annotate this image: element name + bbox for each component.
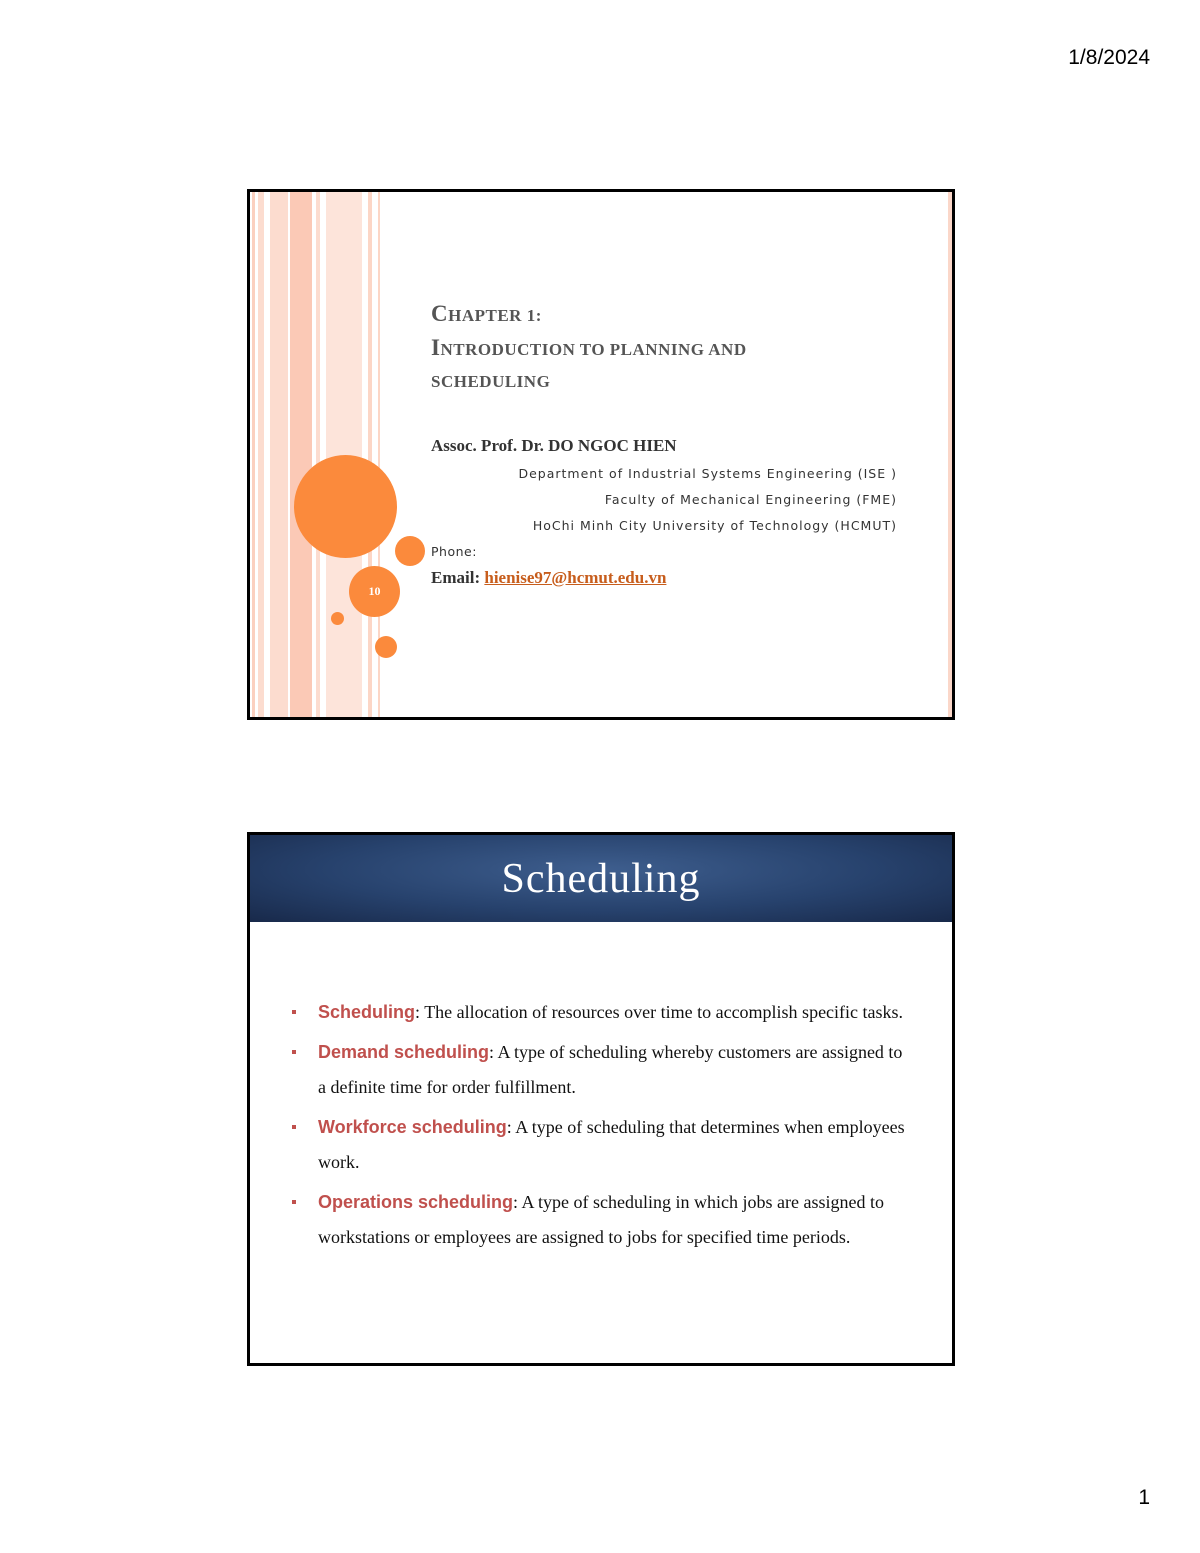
slide-header	[250, 835, 952, 922]
decorative-stripe	[270, 192, 288, 717]
phone-label: Phone:	[431, 544, 477, 559]
scheduling-slide	[247, 832, 955, 1366]
title-cap: I	[431, 335, 441, 360]
decorative-stripe	[258, 192, 264, 717]
slide-title: Scheduling	[501, 855, 701, 902]
slide-number-badge	[349, 566, 400, 617]
email-label: Email:	[431, 568, 481, 587]
bullet-icon	[292, 1200, 296, 1204]
term: Workforce scheduling	[318, 1117, 507, 1137]
email-link[interactable]: hienise97@hcmut.edu.vn	[484, 568, 667, 587]
bullet-list	[290, 995, 910, 1260]
term: Scheduling	[318, 1002, 416, 1022]
decorative-edge	[948, 192, 952, 717]
department: Department of Industrial Systems Engineering (ISE )	[518, 466, 897, 481]
page-date: 1/8/2024	[1068, 46, 1150, 69]
decorative-stripe	[290, 192, 312, 717]
decorative-circle	[294, 455, 397, 558]
definition: : A type of scheduling that determines when employees work.	[318, 1117, 905, 1172]
title-text: NTRODUCTION TO PLANNING AND	[440, 340, 747, 359]
title-text: HAPTER 1:	[448, 306, 542, 325]
title-cap: C	[431, 301, 449, 326]
term: Operations scheduling	[318, 1192, 514, 1212]
faculty: Faculty of Mechanical Engineering (FME)	[604, 492, 897, 507]
definition: : A type of scheduling whereby customers are assigned to a definite time for order fulfillment.	[318, 1042, 903, 1097]
bullet-icon	[292, 1125, 296, 1129]
list-item	[290, 1110, 910, 1180]
title-slide	[247, 189, 955, 720]
page-number: 1	[1138, 1486, 1150, 1509]
list-item	[290, 995, 910, 1030]
list-item	[290, 1185, 910, 1255]
decorative-stripe	[252, 192, 255, 717]
term: Demand scheduling	[318, 1042, 490, 1062]
author-name: Assoc. Prof. Dr. DO NGOC HIEN	[431, 436, 677, 455]
title-text: SCHEDULING	[431, 372, 551, 391]
definition: : A type of scheduling in which jobs are assigned to workstations or employees are assigned to jobs for specified time periods.	[318, 1192, 884, 1247]
bullet-icon	[292, 1010, 296, 1014]
bullet-icon	[292, 1050, 296, 1054]
list-item	[290, 1035, 910, 1105]
slide-number: 10	[368, 584, 381, 598]
decorative-circle	[331, 612, 344, 625]
decorative-stripe	[316, 192, 320, 717]
decorative-stripe	[368, 192, 372, 717]
university: HoChi Minh City University of Technology (HCMUT)	[532, 518, 897, 533]
definition: : The allocation of resources over time to accomplish specific tasks.	[415, 1002, 904, 1022]
email-row	[431, 568, 666, 588]
decorative-circle	[395, 536, 425, 566]
slide-title	[431, 298, 931, 398]
decorative-circle	[375, 636, 397, 658]
